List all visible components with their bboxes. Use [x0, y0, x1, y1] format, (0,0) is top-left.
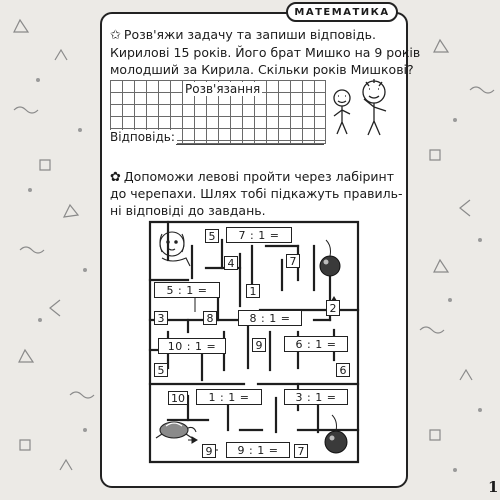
bomb-icon-bottom: [325, 415, 347, 453]
task2-line3: ні відповіді до завдань.: [110, 203, 266, 218]
task2-line1: ✿ Допоможи левові пройти через лабіринт: [110, 169, 395, 185]
maze-expression: 1 : 1 =: [196, 389, 262, 405]
page-number: 1: [488, 478, 499, 496]
maze-box: 5: [154, 363, 168, 377]
flower-icon: ✿: [110, 170, 121, 185]
maze-box: 5: [205, 229, 219, 243]
subject-tab: МАТЕМАТИКА: [286, 2, 398, 22]
maze-expression: 10 : 1 =: [158, 338, 226, 354]
maze-expression: 3 : 1 =: [284, 389, 348, 405]
maze-expression: 9 : 1 =: [226, 442, 290, 458]
maze-box: 6: [336, 363, 350, 377]
maze-box: 2: [326, 300, 340, 316]
maze-expression: 6 : 1 =: [284, 336, 348, 352]
maze-box: 7: [294, 444, 308, 458]
maze-expression: 7 : 1 =: [226, 227, 292, 243]
maze-box: 9: [252, 338, 266, 352]
maze-box: 8: [203, 311, 217, 325]
turtle-icon: [156, 422, 196, 438]
maze-box: 1: [246, 284, 260, 298]
maze-box: 7: [286, 254, 300, 268]
maze-expression: 5 : 1 =: [154, 282, 220, 298]
task1-instruction: ✩ Розв'яжи задачу та запиши відповідь.: [110, 27, 376, 43]
task1-line2: молодший за Кирила. Скільки років Мишкові?: [110, 62, 414, 77]
bomb-icon-top: [320, 240, 340, 276]
maze-box: 4: [224, 256, 238, 270]
solution-label: Розв'язання: [185, 82, 261, 96]
lion-icon: [160, 232, 190, 266]
answer-line[interactable]: [176, 144, 324, 145]
star-icon: ✩: [110, 28, 121, 43]
maze-expression: 8 : 1 =: [238, 310, 302, 326]
maze-box: 10: [168, 391, 188, 405]
maze-box: 3: [154, 311, 168, 325]
answer-label: Відповідь:: [110, 130, 175, 144]
maze-box: 9: [202, 444, 216, 458]
task1-line1: Кирилові 15 років. Його брат Мишко на 9 років: [110, 45, 421, 60]
children-illustration: [326, 74, 396, 140]
task2-line2: до черепахи. Шлях тобі підкажуть правиль-: [110, 186, 403, 201]
